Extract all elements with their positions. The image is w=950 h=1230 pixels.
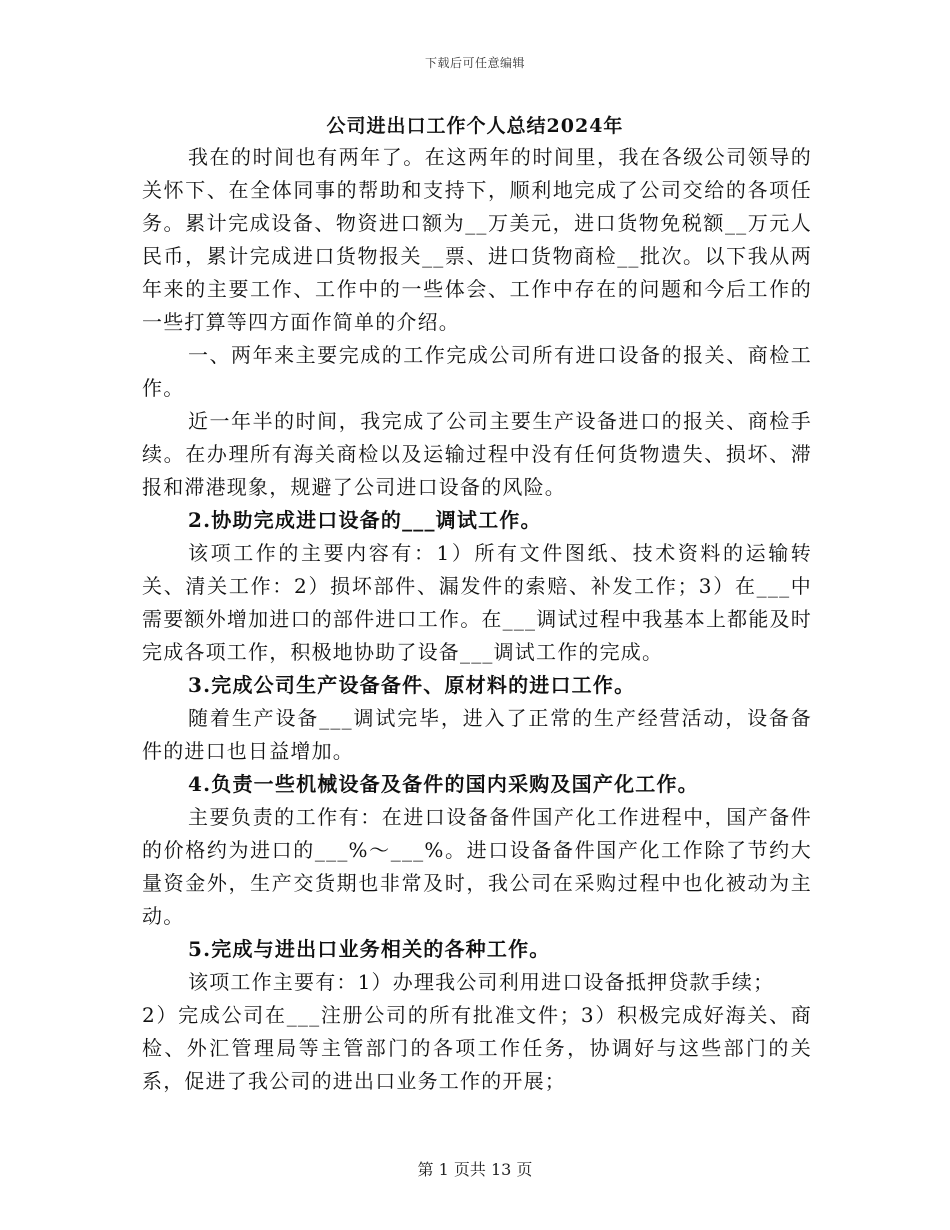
document-title: 公司进出口工作个人总结2024年 — [326, 115, 624, 137]
heading-item-3: 3.完成公司生产设备备件、原材料的进口工作。 — [188, 673, 636, 697]
heading-item-2: 2.协助完成进口设备的___调试工作。 — [188, 508, 542, 532]
paragraph-item-4: 主要负责的工作有：在进口设备备件国产化工作进程中，国产备件的价格约为进口的___%～___%。进口设备备件国产化工作除了节约大量资金外，生产交货期也非常及时，我公司在采购过程中也化被动为主动。 — [142, 805, 812, 928]
paragraph-item-3: 随着生产设备___调试完毕，进入了正常的生产经营活动，设备备件的进口也日益增加。 — [142, 706, 812, 763]
paragraph-section-one: 一、两年来主要完成的工作完成公司所有进口设备的报关、商检工作。 — [142, 343, 812, 400]
paragraph-item-5: 该项工作主要有：1）办理我公司利用进口设备抵押贷款手续； — [188, 970, 775, 994]
paragraph-customs-inspection: 近一年半的时间，我完成了公司主要生产设备进口的报关、商检手续。在办理所有海关商检以及运输过程中没有任何货物遗失、损坏、滞报和滞港现象，规避了公司进口设备的风险。 — [142, 409, 812, 499]
header-note: 下载后可任意编辑 — [424, 56, 525, 70]
paragraph-item-5-continued: 2）完成公司在___注册公司的所有批准文件；3）积极完成好海关、商检、外汇管理局等主管部门的各项工作任务，协调好与这些部门的关系，促进了我公司的进出口业务工作的开展； — [142, 1003, 812, 1093]
page-indicator: 第 1 页共 13 页 — [417, 1160, 533, 1179]
document-body — [142, 141, 812, 1098]
paragraph-intro: 我在的时间也有两年了。在这两年的时间里，我在各级公司领导的关怀下、在全体同事的帮助和支持下，顺利地完成了公司交给的各项任务。累计完成设备、物资进口额为__万美元，进口货物免税额__万元人民币，累计完成进口货物报关__票、进口货物商检__批次。以下我从两年来的主要工作、工作中的一些体会、工作中存在的问题和今后工作的一些打算等四方面作简单的介绍。 — [142, 145, 812, 334]
heading-item-4: 4.负责一些机械设备及备件的国内采购及国产化工作。 — [188, 772, 699, 796]
paragraph-item-2: 该项工作的主要内容有：1）所有文件图纸、技术资料的运输转关、清关工作：2）损坏部件、漏发件的索赔、补发工作；3）在___中需要额外增加进口的部件进口工作。在___调试过程中我基本上都能及时完成各项工作，积极地协助了设备___调试工作的完成。 — [142, 541, 812, 664]
heading-item-5: 5.完成与进出口业务相关的各种工作。 — [188, 937, 551, 961]
